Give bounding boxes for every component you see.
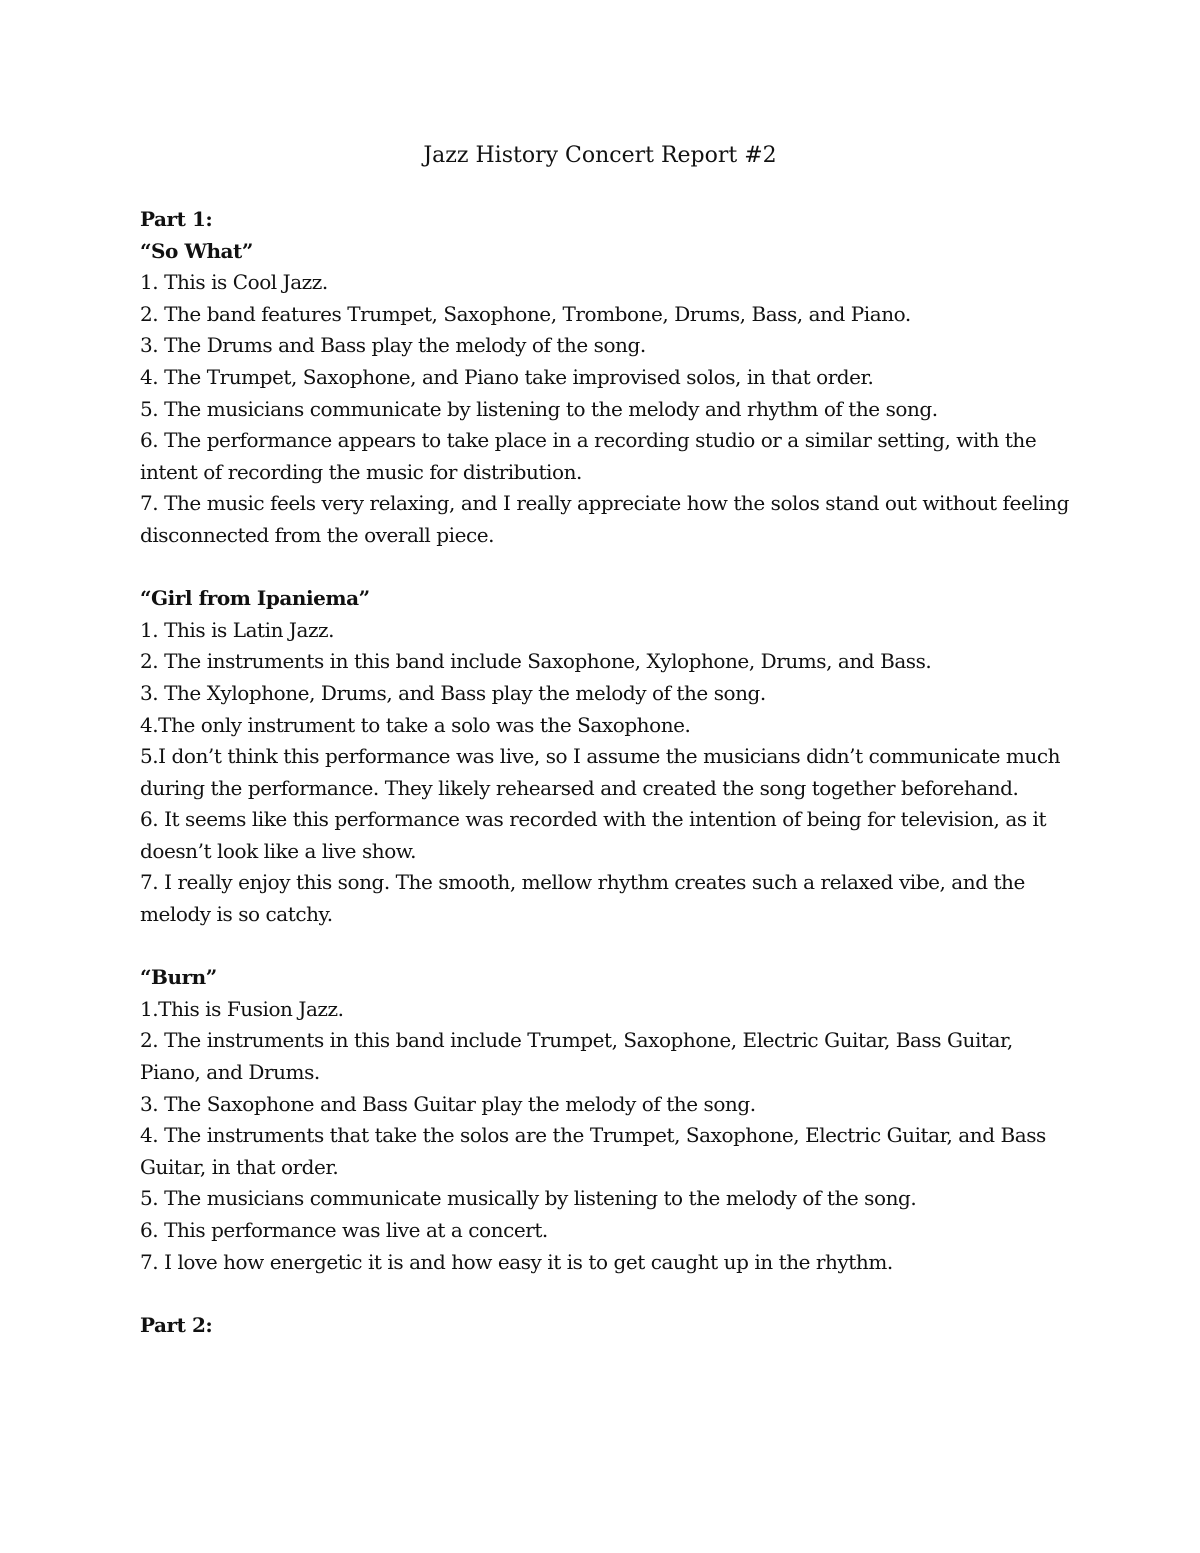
list-item: 5. The musicians communicate musically by listening to the melody of the song.	[140, 1186, 917, 1211]
list-item: 1.This is Fusion Jazz.	[140, 996, 344, 1021]
part-1-heading: Part 1:	[140, 207, 213, 231]
list-item: 1. This is Latin Jazz.	[140, 617, 335, 642]
part-2-heading: Part 2:	[140, 1312, 213, 1337]
list-item: 1. This is Cool Jazz.	[140, 270, 328, 295]
list-item: 4. The Trumpet, Saxophone, and Piano take improvised solos, in that order.	[140, 364, 874, 389]
list-item: 3. The Drums and Bass play the melody of the song.	[140, 333, 646, 358]
list-item: 7. I love how energetic it is and how easy it is to get caught up in the rhythm.	[140, 1249, 893, 1274]
paragraph-spacer	[140, 931, 1070, 963]
list-item: 6. This performance was live at a concert.	[140, 1218, 548, 1242]
list-item: 7. I really enjoy this song. The smooth, mellow rhythm creates such a relaxed vibe, and the melody is so catchy.	[140, 870, 1025, 927]
list-item: 7. The music feels very relaxing, and I really appreciate how the solos stand out without feeling disconnected from the overall piece.	[140, 491, 1069, 547]
list-item: 6. The performance appears to take place in a recording studio or a similar setting, with the intent of recording the music for distribution.	[140, 428, 1037, 484]
document-body	[140, 204, 1070, 1341]
list-item: 5.I don’t think this performance was live, so I assume the musicians didn’t communicate much during the performance. They likely rehearsed and created the song together beforehand.	[140, 744, 1060, 800]
list-item: 2. The instruments in this band include Saxophone, Xylophone, Drums, and Bass.	[140, 649, 932, 674]
list-item: 2. The band features Trumpet, Saxophone, Trombone, Drums, Bass, and Piano.	[140, 301, 911, 326]
song-title-burn: “Burn”	[140, 965, 217, 990]
song-title-so-what: “So What”	[140, 238, 253, 263]
paragraph-spacer	[140, 1278, 1070, 1310]
list-item: 4.The only instrument to take a solo was the Saxophone.	[140, 712, 691, 737]
paragraph-spacer	[140, 552, 1070, 584]
list-item: 2. The instruments in this band include Trumpet, Saxophone, Electric Guitar, Bass Guitar, Piano, and Drums.	[140, 1028, 1013, 1085]
list-item: 6. It seems like this performance was recorded with the intention of being for television, as it doesn’t look like a live show.	[140, 807, 1047, 863]
list-item: 5. The musicians communicate by listening to the melody and rhythm of the song.	[140, 396, 938, 421]
document-title: Jazz History Concert Report #2	[423, 143, 777, 168]
list-item: 3. The Saxophone and Bass Guitar play the melody of the song.	[140, 1091, 756, 1116]
song-title-girl-from-ipaniema: “Girl from Ipaniema”	[140, 586, 370, 611]
list-item: 3. The Xylophone, Drums, and Bass play the melody of the song.	[140, 680, 766, 705]
list-item: 4. The instruments that take the solos are the Trumpet, Saxophone, Electric Guitar, and Bass Guitar, in that order.	[140, 1123, 1046, 1179]
